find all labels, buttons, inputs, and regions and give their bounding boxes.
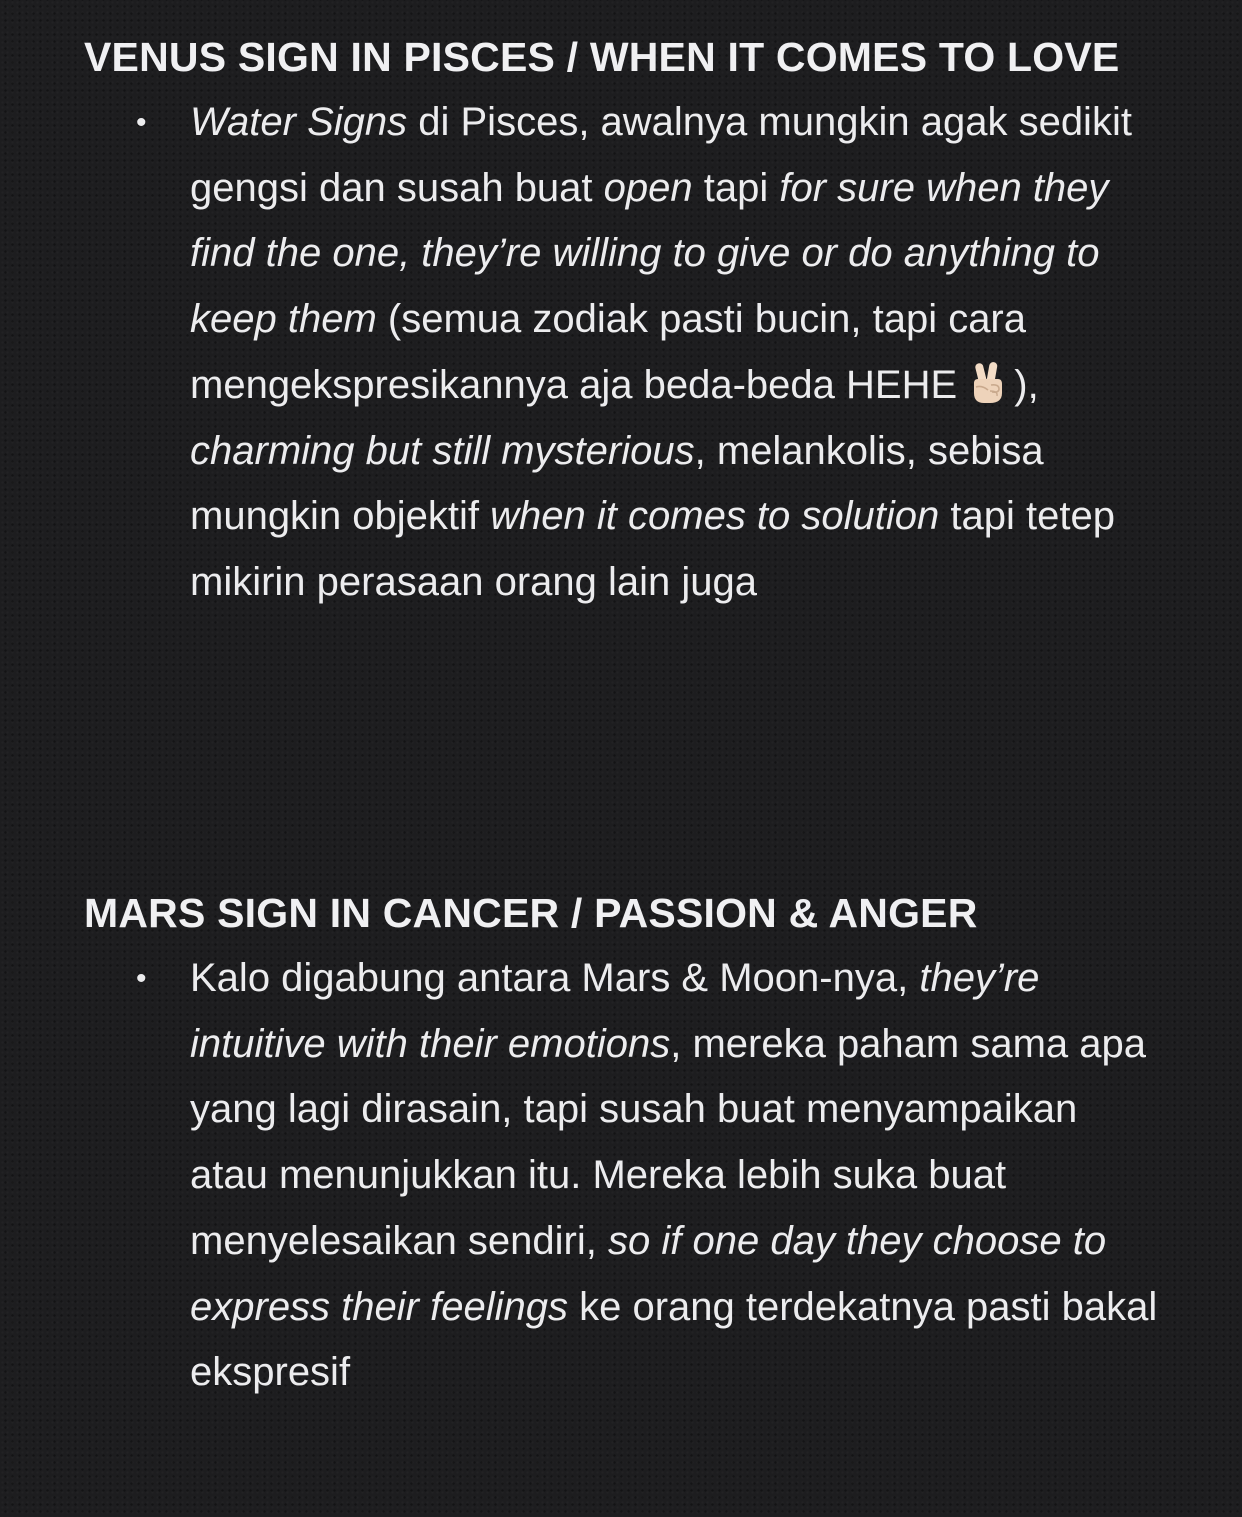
text-regular: tapi [692,165,780,210]
text-italic: Water Signs [190,100,408,144]
text-regular: Kalo digabung antara Mars & Moon-nya, [190,956,920,1000]
text-italic: for sure when they find the one, they’re willing to give or do anything to keep them [190,165,1109,342]
list-item [84,90,1164,616]
list-item-text [190,90,1165,616]
text-italic: charming but still mysterious [190,428,695,473]
text-italic: when it comes to solution [490,494,940,539]
section-heading: VENUS SIGN IN PISCES / WHEN IT COMES TO LOVE [84,34,1120,80]
section-mars [84,880,1164,1406]
text-italic: open [603,165,693,210]
text-regular: ), [1014,362,1039,407]
victory-hand-icon [968,360,1008,404]
text-regular: , melankolis, sebisa mungkin objektif [190,428,1044,539]
list-item [84,946,1164,1406]
text-italic: they’re intuitive with their emotions [190,956,1040,1066]
bullet-icon: • [136,106,147,139]
text-italic: so if one day they choose to express their feelings [190,1218,1107,1329]
text-regular: , mereka paham sama apa yang lagi dirasain, tapi susah buat menyampaikan atau menunjukkan itu. Mereka lebih suka buat menyelesaikan sendiri, [190,1021,1147,1263]
text-regular: ke orang terdekatnya pasti bakal ekspresif [190,1284,1158,1395]
text-regular: di Pisces, awalnya mungkin agak sedikit gengsi dan susah buat [190,100,1132,210]
text-regular: (semua zodiak pasti bucin, tapi cara mengekspresikannya aja beda-beda HEHE [190,297,1026,407]
section-heading: MARS SIGN IN CANCER / PASSION & ANGER [84,890,978,936]
section-venus [84,24,1164,616]
text-regular: tapi tetep mikirin perasaan orang lain juga [190,494,1115,604]
bullet-icon: • [136,962,147,995]
list-item-text [190,946,1165,1406]
